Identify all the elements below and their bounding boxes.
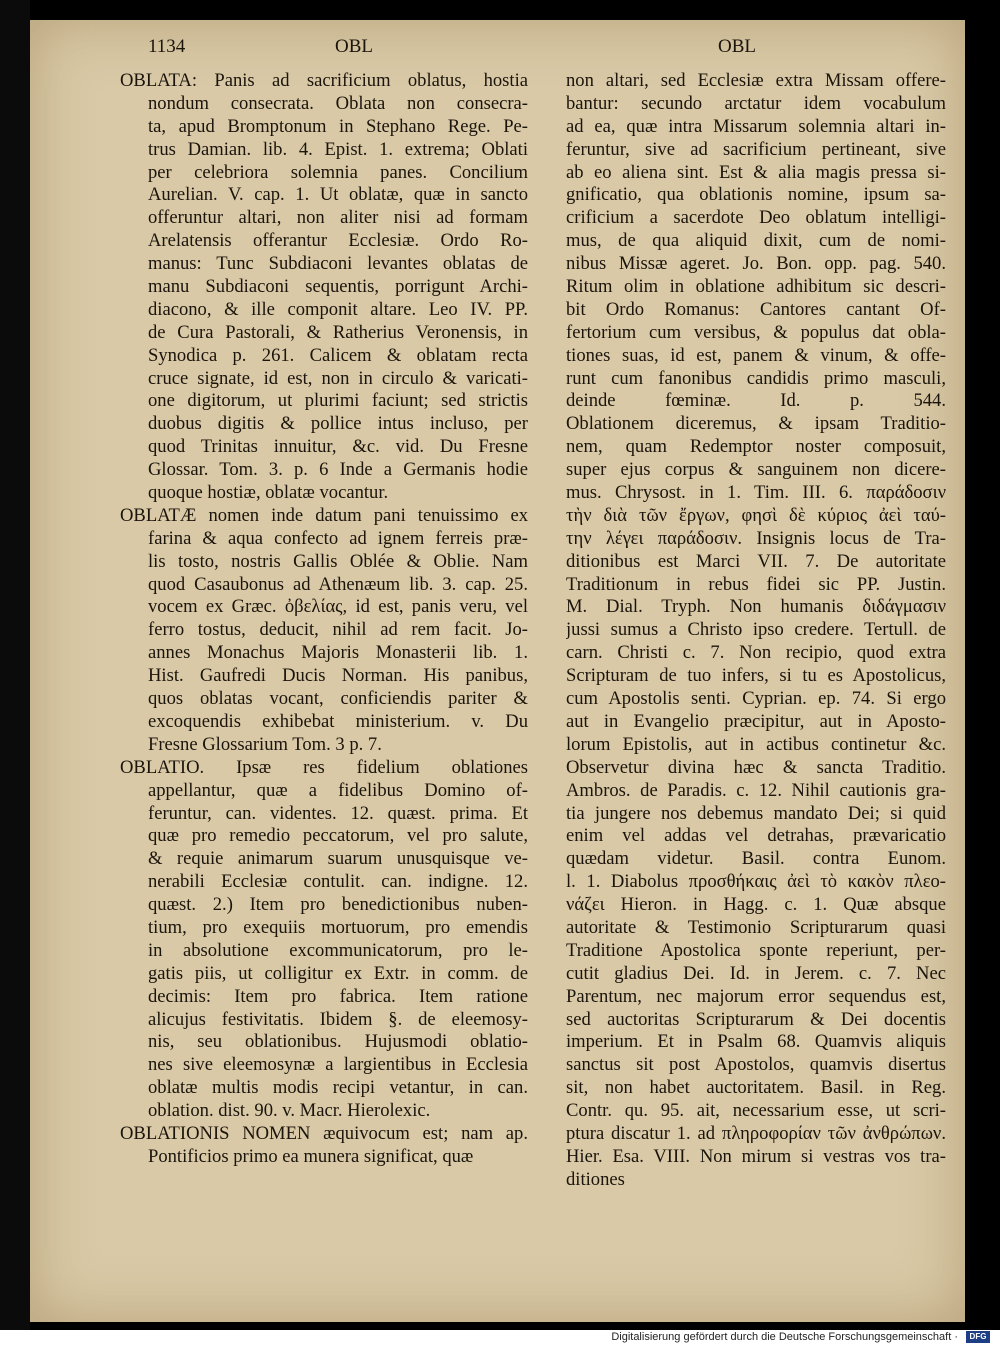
text-line: Parentum, nec majorum error sequendus est, — [566, 985, 946, 1007]
text-line: quod Trinitas innuitur, &c. vid. Du Fresne — [148, 436, 528, 458]
text-line: non altari, sed Ecclesiæ extra Missam offere- — [566, 70, 946, 91]
text-line: sed auctoritas Scripturarum & Dei docentis — [566, 1008, 946, 1030]
text-line: nes sive eleemosynæ a largientibus in Ecclesia — [148, 1054, 528, 1076]
text-line: autoritate & Testimonio Scripturarum quasi — [566, 916, 946, 938]
text-line: cutit gladius Dei. Id. in Jerem. c. 7. Nec — [566, 962, 946, 984]
text-line: mus. Chrysost. in 1. Tim. III. 6. παράδοσιν — [566, 482, 946, 504]
text-line: quos oblatas vocant, conficiendis pariter & — [148, 688, 528, 710]
footer-credit: Digitalisierung gefördert durch die Deutsche Forschungsgemeinschaft · — [611, 1331, 958, 1343]
book-binding-edge — [0, 0, 30, 1330]
text-line: vocem ex Græc. ὀβελίας, id est, panis veru, vel — [148, 596, 528, 618]
text-line: Synodica p. 261. Calicem & oblatam recta — [148, 344, 528, 366]
text-line: OBLATIONIS NOMEN æquivocum est; nam ap. — [120, 1122, 528, 1144]
text-line: Hist. Gaufredi Ducis Norman. His panibus, — [148, 665, 528, 687]
text-line: ditionibus est Marci VII. 7. De autoritate — [566, 550, 946, 572]
text-line: manus: Tunc Subdiaconi levantes oblatas de — [148, 253, 528, 275]
text-line: Ambros. de Paradis. c. 12. Nihil cautionis gra- — [566, 779, 946, 801]
text-line: gatis piis, ut colligitur ex Extr. in comm. de — [148, 962, 528, 984]
text-line: Arelatensis offerantur Ecclesiæ. Ordo Ro- — [148, 230, 528, 252]
text-line: Hier. Esa. VIII. Non mirum si vestras vos tra- — [566, 1145, 946, 1167]
text-line: enim vel addas vel detrahas, prævaricatio — [566, 825, 946, 847]
text-line: sit, non habet auctoritatem. Basil. in Reg. — [566, 1077, 946, 1099]
dfg-logo: DFG — [966, 1331, 990, 1343]
running-head-left: OBL — [335, 36, 373, 57]
text-line: alicujus festivitatis. Ibidem §. de eleemosy- — [148, 1008, 528, 1030]
text-line: annes Monachus Majoris Monasterii lib. 1. — [148, 642, 528, 664]
text-line: tium, pro exequiis mortuorum, pro emendis — [148, 916, 528, 938]
text-line: ptura discatur 1. ad πληροφορίαν τῶν ἀνθρώπων. — [566, 1122, 946, 1144]
text-line: per celebriora solemnia panes. Concilium — [148, 161, 528, 183]
text-line: deinde fœminæ. Id. p. 544. — [566, 390, 946, 412]
text-line: trus Damian. lib. 4. Epist. 1. extrema; Oblati — [148, 138, 528, 160]
text-line: ab eo aliena sint. Est & alia magis pressa si- — [566, 161, 946, 183]
text-line: cum Apostolis senti. Cyprian. ep. 74. Si ergo — [566, 688, 946, 710]
text-line: bit Ordo Romanus: Cantores cantant Of- — [566, 298, 946, 320]
text-line: cruce signate, id est, non in circulo & varicati- — [148, 367, 528, 389]
text-line: de Cura Pastorali, & Ratherius Veronensis, in — [148, 321, 528, 343]
text-line: nerabili Ecclesiæ contulit. can. indigne. 12. — [148, 871, 528, 893]
text-line: lis tosto, nostris Gallis Oblée & Oblie. Nam — [148, 550, 528, 572]
text-line: carn. Christi c. 7. Non recipio, quod extra — [566, 642, 946, 664]
running-head-right: OBL — [718, 36, 756, 57]
text-line: crificium a sacerdote Deo oblatum intelligi- — [566, 207, 946, 229]
text-line: τὴν διὰ τῶν ἔργων, φησὶ δὲ κύριος ἀεὶ ταύ- — [566, 504, 946, 526]
text-line: την λέγει παράδοσιν. Insignis locus de Tra- — [566, 527, 946, 549]
text-line: super ejus corpus & sanguinem non dicere- — [566, 459, 946, 481]
text-line: lorum Epistolis, aut in actibus continetur &c. — [566, 733, 946, 755]
text-line: & requie animarum suarum unusquisque ve- — [148, 848, 528, 870]
text-line: oblation. dist. 90. v. Macr. Hierolexic. — [148, 1100, 431, 1122]
text-line: quæst. 2.) Item pro benedictionibus nuben- — [148, 894, 528, 916]
text-line: mus, de qua aliquid dixit, cum de nomi- — [566, 230, 946, 252]
text-line: OBLATA: Panis ad sacrificium oblatus, hostia — [120, 70, 528, 91]
text-line: tiones suas, id est, panem & vinum, & offe- — [566, 344, 946, 366]
text-line: Oblationem diceremus, & ipsam Traditio- — [566, 413, 946, 435]
text-line: fertorium cum versibus, & populus dat obla- — [566, 321, 946, 343]
text-line: Observetur divina hæc & sancta Traditio. — [566, 756, 946, 778]
text-line: Traditionum in rebus fidei sic PP. Justin. — [566, 573, 946, 595]
text-line: ta, apud Bromptonum in Stephano Rege. Pe- — [148, 115, 528, 137]
text-line: gnificatio, qua oblationis nomine, ipsum sa- — [566, 184, 946, 206]
text-line: l. 1. Diabolus προσθήκαις ἀεὶ τὸ κακὸν πλεο- — [566, 871, 946, 893]
text-line: farina & aqua confecto ad ignem ferreis præ- — [148, 527, 528, 549]
text-line: feruntur, sive ad sacrificium pertineant, sive — [566, 138, 946, 160]
text-line: ad ea, quæ intra Missarum solemnia altari in- — [566, 115, 946, 137]
text-line: in absolutione excommunicatorum, pro le- — [148, 939, 528, 961]
text-line: ferro tostus, deducit, nihil ad rem facit. Jo- — [148, 619, 528, 641]
text-line: bantur: secundo arctatur idem vocabulum — [566, 92, 946, 114]
text-line: imperium. Et in Psalm 68. Quamvis aliquis — [566, 1031, 946, 1053]
text-line: one digitorum, ut plurimi faciunt; sed strictis — [148, 390, 528, 412]
text-line: offeruntur altari, non aliter nisi ad formam — [148, 207, 528, 229]
text-line: OBLATÆ nomen inde datum pani tenuissimo ex — [120, 504, 528, 526]
text-line: appellantur, quæ a fidelibus Domino of- — [148, 779, 528, 801]
text-line: M. Dial. Tryph. Non humanis διδάγμασιν — [566, 596, 946, 618]
text-line: sanctus sit post Apostolos, quamvis disertus — [566, 1054, 946, 1076]
text-line: νάζει Hieron. in Hagg. c. 1. Quæ absque — [566, 894, 946, 916]
text-line: quod Casaubonus ad Athenæum lib. 3. cap. 25. — [148, 573, 528, 595]
text-line: Pontificios primo ea munera significat, quæ — [148, 1145, 474, 1167]
text-line: tia jungere nos debemus mandato Dei; si quid — [566, 802, 946, 824]
text-line: runt cum fanonibus candidis primo masculi, — [566, 367, 946, 389]
text-line: jussi sumus a Christo ipso credere. Tertull. de — [566, 619, 946, 641]
text-line: excoquendis exhibebat ministerium. v. Du — [148, 710, 528, 732]
text-line: oblatæ multis modis recipi vetantur, in can. — [148, 1077, 528, 1099]
text-line: quoque hostiæ, oblatæ vocantur. — [148, 482, 389, 504]
text-line: aut in Evangelio præcipitur, aut in Aposto- — [566, 710, 946, 732]
text-line: manu Subdiaconi sequentis, porrigunt Archi- — [148, 276, 528, 298]
text-line: quæ pro remedio peccatorum, vel pro salute, — [148, 825, 528, 847]
text-line: Fresne Glossarium Tom. 3 p. 7. — [148, 733, 382, 755]
text-line: Scripturam de tuo infers, si tu es Apostolicus, — [566, 665, 946, 687]
text-line: Contr. qu. 95. ait, necessarium esse, ut scri- — [566, 1100, 946, 1122]
text-line: quædam videtur. Basil. contra Eunom. — [566, 848, 946, 870]
text-line: duobus digitis & pollice intus incluso, per — [148, 413, 528, 435]
page-number: 1134 — [148, 36, 186, 57]
left-text-column — [120, 70, 528, 1169]
text-line: diacono, & ille componit altare. Leo IV. PP. — [148, 298, 528, 320]
right-text-column — [566, 70, 946, 1192]
text-line: nem, quam Redemptor noster composuit, — [566, 436, 946, 458]
text-line: nibus Missæ ageret. Jo. Bon. opp. pag. 540. — [566, 253, 946, 275]
text-line: Aurelian. V. cap. 1. Ut oblatæ, quæ in sancto — [148, 184, 528, 206]
text-line: nis, seu oblationibus. Hujusmodi oblatio- — [148, 1031, 528, 1053]
text-line: OBLATIO. Ipsæ res fidelium oblationes — [120, 756, 528, 778]
text-line: Ritum olim in oblatione adhibitum sic descri- — [566, 276, 946, 298]
text-line: decimis: Item pro fabrica. Item ratione — [148, 985, 528, 1007]
text-line: ditiones — [566, 1168, 625, 1190]
text-line: Glossar. Tom. 3. p. 6 Inde a Germanis hodie — [148, 459, 528, 481]
text-line: feruntur, can. videntes. 12. quæst. prima. Et — [148, 802, 528, 824]
text-line: nondum consecrata. Oblata non consecra- — [148, 92, 528, 114]
text-line: Traditione Apostolica sponte reperiunt, per- — [566, 939, 946, 961]
